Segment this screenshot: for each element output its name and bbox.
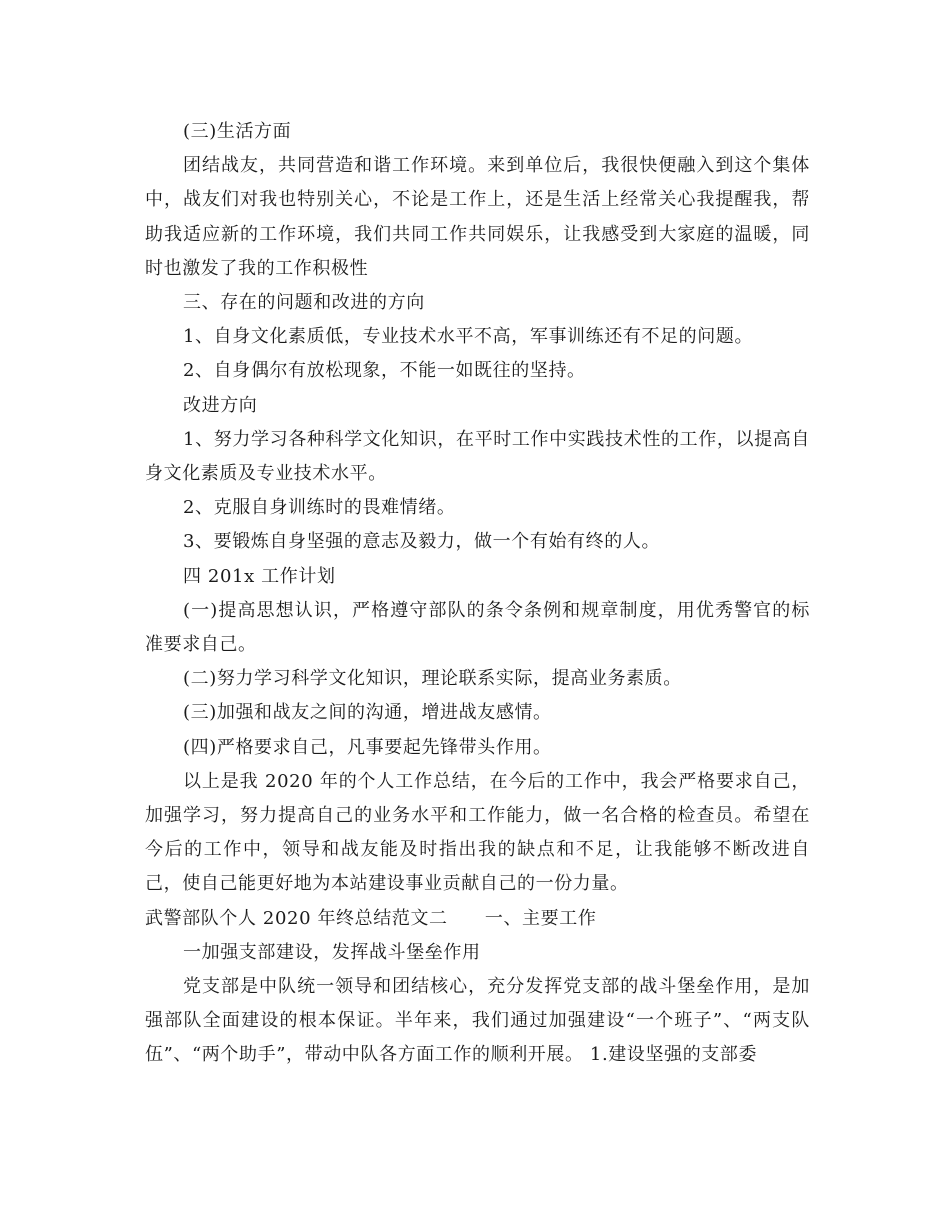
paragraph-problem-2: 2、自身偶尔有放松现象，不能一如既往的坚持。: [183, 360, 586, 382]
paragraph-problems-heading: 三、存在的问题和改进的方向: [183, 292, 425, 314]
paragraph-improvement-2: 2、克服自身训练时的畏难情绪。: [183, 497, 456, 519]
paragraph-plan-2: (二)努力学习科学文化知识，理论联系实际，提高业务素质。: [183, 668, 682, 690]
paragraph-plan-3: (三)加强和战友之间的沟通，增进战友感情。: [183, 702, 552, 724]
paragraph-problem-1: 1、自身文化素质低，专业技术水平不高，军事训练还有不足的问题。: [183, 326, 754, 348]
paragraph-improvement-3: 3、要锻炼自身坚强的意志及毅力，做一个有始有终的人。: [183, 531, 661, 553]
paragraph-summary-conclusion: 以上是我 2020 年的个人工作总结，在今后的工作中，我会严格要求自己，加强学习，努力提高自己的业务水平和工作能力，做一名合格的检查员。希望在今后的工作中，领导和战友能及时指出我的缺点和不足，让我能够不断改进自己，使自己能更好地为本站建设事业贡献自己的一份力量。: [145, 770, 810, 895]
paragraph-party-branch: 党支部是中队统一领导和团结核心，充分发挥党支部的战斗堡垒作用，是加强部队全面建设的根本保证。半年来，我们通过加强建设“一个班子”、“两支队伍”、“两个助手”，带动中队各方面工作的顺利开展。 1.建设坚强的支部委: [145, 976, 810, 1066]
paragraph-work-plan-heading: 四 201x 工作计划: [183, 565, 336, 587]
paragraph-improvement-1: 1、努力学习各种科学文化知识，在平时工作中实践技术性的工作，以提高自身文化素质及专业技术水平。: [145, 428, 810, 485]
paragraph-branch-building-heading: 一加强支部建设，发挥战斗堡垒作用: [183, 941, 481, 963]
paragraph-plan-4: (四)严格要求自己，凡事要起先锋带头作用。: [183, 736, 552, 758]
paragraph-plan-1: (一)提高思想认识，严格遵守部队的条令条例和规章制度，用优秀警官的标准要求自己。: [145, 599, 810, 656]
paragraph-improvement-heading: 改进方向: [183, 394, 258, 416]
paragraph-second-sample-title: 武警部队个人 2020 年终总结范文二 一、主要工作: [145, 907, 597, 929]
paragraph-unity-comrades: 团结战友，共同营造和谐工作环境。来到单位后，我很快便融入到这个集体中，战友们对我也特别关心，不论是工作上，还是生活上经常关心我提醒我，帮助我适应新的工作环境，我们共同工作共同娱乐，让我感受到大家庭的温暖，同时也激发了我的工作积极性: [145, 155, 810, 279]
paragraph-life-aspect-heading: (三)生活方面: [183, 121, 292, 142]
document-body: [145, 115, 810, 1073]
